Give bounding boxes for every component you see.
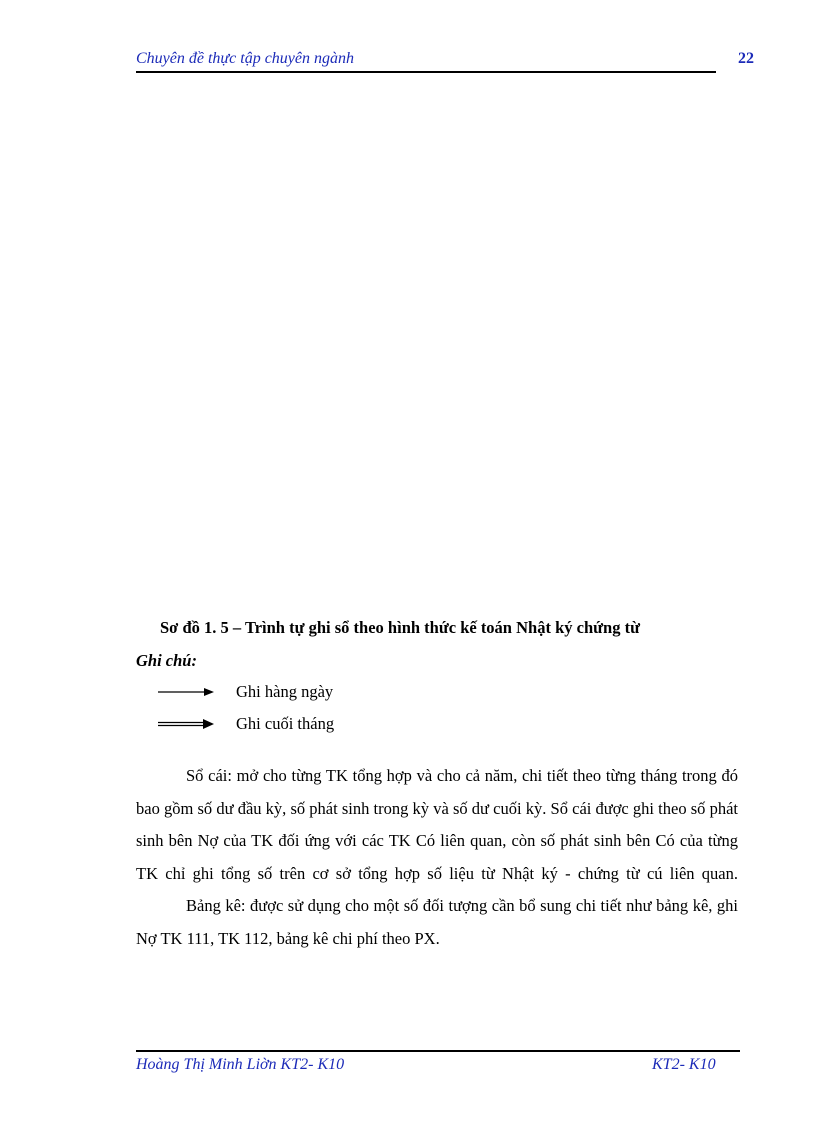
footer-class: KT2- K10 <box>652 1056 716 1073</box>
legend-label-monthly: Ghi cuối tháng <box>236 714 335 733</box>
single-line-arrow-icon <box>158 686 214 698</box>
header-rule <box>136 71 716 73</box>
header-title: Chuyên đề thực tập chuyên ngành <box>136 50 354 67</box>
legend-label-daily: Ghi hàng ngày <box>236 682 334 701</box>
legend-item-daily <box>158 681 333 703</box>
page-number: 22 <box>738 50 754 67</box>
footer-author: Hoàng Thị Minh Liờn KT2- K10 <box>136 1056 345 1073</box>
legend-item-monthly <box>158 713 334 735</box>
double-line-arrow-icon <box>158 718 214 730</box>
legend-title: Ghi chú: <box>136 651 197 670</box>
diagram-caption: Sơ đồ 1. 5 – Trình tự ghi sổ theo hình thức kế toán Nhật ký chứng từ <box>160 618 640 637</box>
paragraph-bang-ke: Bảng kê: được sử dụng cho một số đối tượng cần bổ sung chi tiết như bảng kê, ghi Nợ TK 111, TK 112, bảng kê chi phí theo PX. <box>136 896 738 948</box>
paragraph-so-cai: Sổ cái: mở cho từng TK tổng hợp và cho cả năm, chi tiết theo từng tháng trong đó bao gồm số dư đầu kỳ, số phát sinh trong kỳ và số dư cuối kỳ. Sổ cái được ghi theo số phát sinh bên Nợ của TK đối ứng với các TK Có liên quan, còn số phát sinh bên Có của từng TK chỉ ghi tổng số trên cơ sở tổng hợp số liệu từ Nhật ký - chứng từ cú liên quan. <box>136 766 738 883</box>
body-text <box>136 760 738 955</box>
footer-rule <box>136 1050 740 1052</box>
